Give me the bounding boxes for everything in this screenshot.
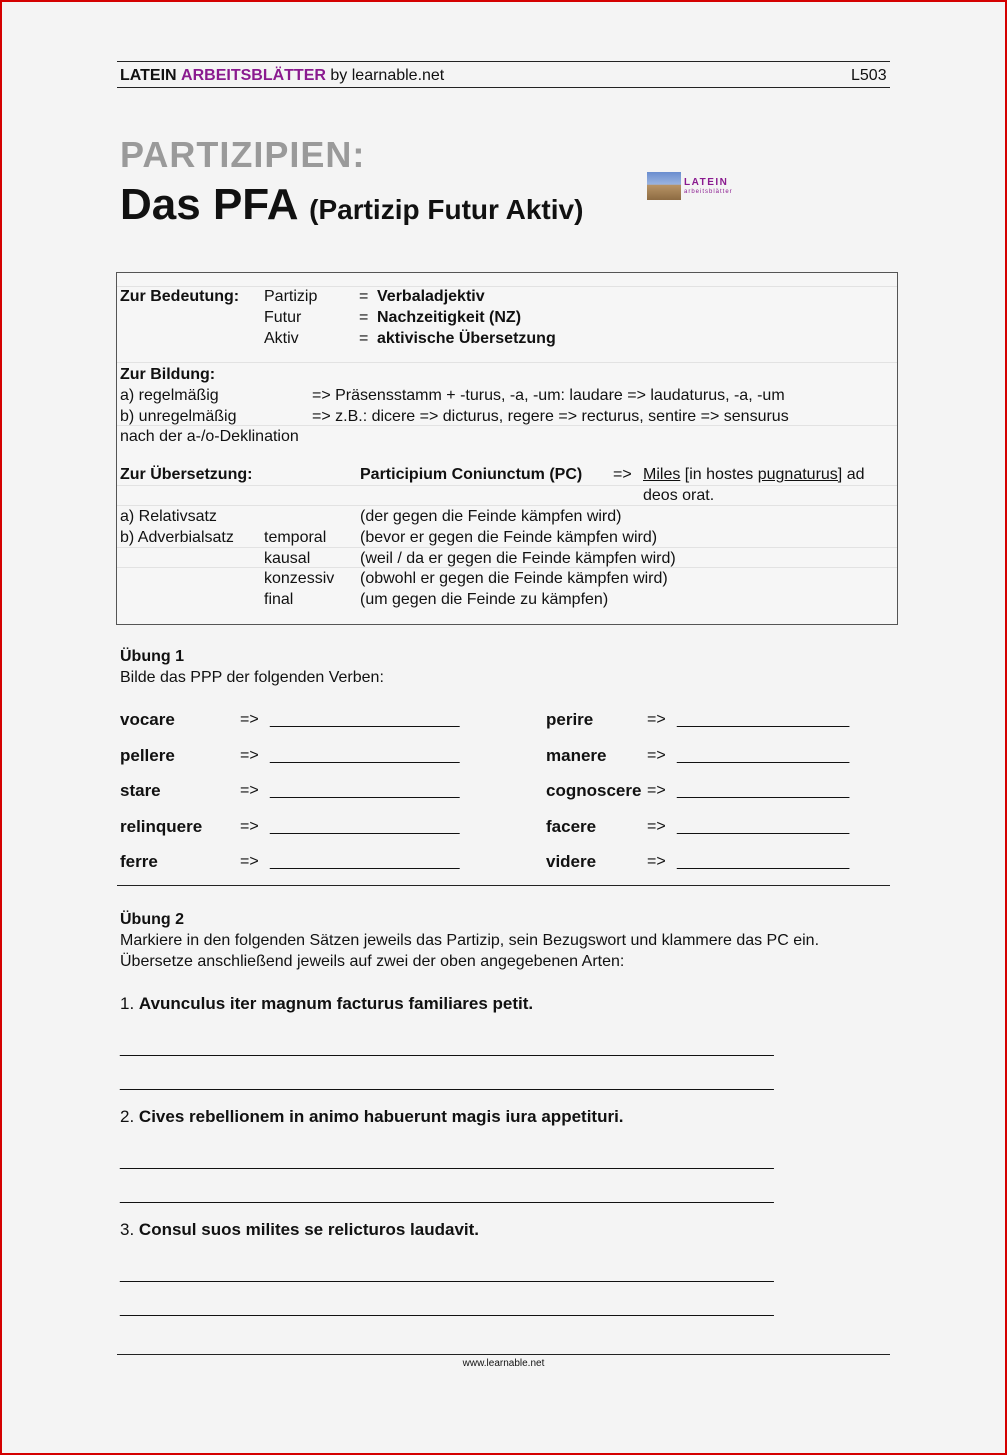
bedeutung-value: aktivische Übersetzung xyxy=(377,330,556,347)
answer-line[interactable]: ____________________________________________________________________________ xyxy=(120,1300,774,1317)
bedeutung-term: Futur xyxy=(264,309,302,326)
uebersetzung-text: (bevor er gegen die Feinde kämpfen wird) xyxy=(360,529,658,546)
verb-right: facere xyxy=(546,817,597,836)
logo-subtext: arbeitsblätter xyxy=(684,189,733,195)
colosseum-image xyxy=(647,172,681,200)
uebersetzung-label: a) Relativsatz xyxy=(120,508,217,525)
title-subtitle: (Partizip Futur Aktiv) xyxy=(309,194,584,225)
bildung-heading: Zur Bildung: xyxy=(120,366,216,383)
bedeutung-heading: Zur Bedeutung: xyxy=(120,288,240,305)
title-main-text: Das PFA xyxy=(120,180,297,229)
uebung1-heading: Übung 1 xyxy=(120,648,184,665)
sentence-number: 3. xyxy=(120,1220,135,1239)
title-upper: PARTIZIPIEN: xyxy=(120,134,366,175)
verb-left: ferre xyxy=(120,852,158,871)
footer-rule xyxy=(117,1354,890,1355)
sentence xyxy=(120,1220,479,1240)
arrow: => xyxy=(647,747,666,764)
verb-right: cognoscere xyxy=(546,781,642,800)
uebung1-instruction: Bilde das PPP der folgenden Verben: xyxy=(120,669,384,686)
bildung-label: a) regelmäßig xyxy=(120,387,219,404)
uebersetzung-sub: kausal xyxy=(264,550,311,567)
pc-example-line2: deos orat. xyxy=(643,487,715,504)
verb-right: videre xyxy=(546,852,597,871)
verb-left: pellere xyxy=(120,746,175,765)
arrow: => xyxy=(647,711,666,728)
uebung2-heading: Übung 2 xyxy=(120,911,184,928)
answer-blank[interactable]: ____________________ xyxy=(677,818,849,835)
arrow: => xyxy=(240,818,259,835)
brand-latein: LATEIN xyxy=(120,67,177,84)
bildung-text: => Präsensstamm + -turus, -a, -um: laudare => laudaturus, -a, -um xyxy=(312,387,785,404)
example-rest: ad xyxy=(846,466,865,483)
bildung-label: b) unregelmäßig xyxy=(120,408,237,425)
uebersetzung-label: b) Adverbialsatz xyxy=(120,529,234,546)
answer-blank[interactable]: ______________________ xyxy=(270,818,460,835)
uebung2-instruction: Markiere in den folgenden Sätzen jeweils das Partizip, sein Bezugswort und klammere das PC ein. xyxy=(120,932,820,949)
header-bottom-rule xyxy=(117,87,890,88)
answer-blank[interactable]: ____________________ xyxy=(677,853,849,870)
arrow: => xyxy=(647,818,666,835)
pc-arrow: => xyxy=(613,466,632,483)
verb-right: perire xyxy=(546,710,594,729)
verb-left: vocare xyxy=(120,710,175,729)
example-bracket-open: [in hostes xyxy=(684,466,754,483)
arrow: => xyxy=(240,782,259,799)
bedeutung-term: Partizip xyxy=(264,288,318,305)
arrow: => xyxy=(240,711,259,728)
sentence-text: Cives rebellionem in animo habuerunt magis iura appetituri. xyxy=(138,1107,624,1126)
answer-line[interactable]: ____________________________________________________________________________ xyxy=(120,1040,774,1057)
header-top-rule xyxy=(117,61,890,62)
footer-url[interactable]: www.learnable.net xyxy=(462,1358,545,1369)
brand-arbeitsblaetter: ARBEITSBLÄTTER xyxy=(181,67,326,84)
header-brand xyxy=(120,67,444,85)
bedeutung-eq: = xyxy=(359,288,369,305)
verb-left: stare xyxy=(120,781,161,800)
bedeutung-eq: = xyxy=(359,309,369,326)
sentence-text: Consul suos milites se relicturos laudavit. xyxy=(138,1220,480,1239)
uebersetzung-text: (obwohl er gegen die Feinde kämpfen wird) xyxy=(360,570,668,587)
uebersetzung-text: (der gegen die Feinde kämpfen wird) xyxy=(360,508,622,525)
arrow: => xyxy=(647,853,666,870)
logo-text: LATEIN xyxy=(684,177,729,188)
uebersetzung-text: (um gegen die Feinde zu kämpfen) xyxy=(360,591,609,608)
arrow: => xyxy=(240,853,259,870)
answer-line[interactable]: ____________________________________________________________________________ xyxy=(120,1266,774,1283)
example-participle: pugnaturus] xyxy=(757,466,843,483)
answer-blank[interactable]: ______________________ xyxy=(270,853,460,870)
arrow: => xyxy=(240,747,259,764)
sentence-number: 2. xyxy=(120,1107,135,1126)
section-divider xyxy=(117,885,890,886)
verb-left: relinquere xyxy=(120,817,203,836)
latein-logo xyxy=(647,172,747,200)
uebersetzung-sub: konzessiv xyxy=(264,570,335,587)
uebersetzung-sub: temporal xyxy=(264,529,327,546)
bildung-text: => z.B.: dicere => dicturus, regere => recturus, sentire => sensurus xyxy=(312,408,789,425)
answer-blank[interactable]: ______________________ xyxy=(270,711,460,728)
answer-blank[interactable]: ____________________ xyxy=(677,782,849,799)
bedeutung-value: Nachzeitigkeit (NZ) xyxy=(377,309,522,326)
answer-blank[interactable]: ______________________ xyxy=(270,747,460,764)
uebersetzung-sub: final xyxy=(264,591,294,608)
answer-line[interactable]: ____________________________________________________________________________ xyxy=(120,1187,774,1204)
example-noun: Miles xyxy=(643,466,681,483)
bildung-note: nach der a-/o-Deklination xyxy=(120,428,299,445)
brand-by: by learnable.net xyxy=(330,67,445,84)
bedeutung-eq: = xyxy=(359,330,369,347)
sentence xyxy=(120,994,533,1014)
answer-blank[interactable]: ____________________ xyxy=(677,711,849,728)
page-title xyxy=(120,180,583,230)
answer-blank[interactable]: ______________________ xyxy=(270,782,460,799)
pc-example xyxy=(643,466,865,484)
uebersetzung-text: (weil / da er gegen die Feinde kämpfen wird) xyxy=(360,550,676,567)
bedeutung-value: Verbaladjektiv xyxy=(377,288,485,305)
uebung2-instruction: Übersetze anschließend jeweils auf zwei der oben angegebenen Arten: xyxy=(120,953,625,970)
sentence xyxy=(120,1107,624,1127)
sheet-code: L503 xyxy=(851,67,887,84)
verb-right: manere xyxy=(546,746,607,765)
answer-blank[interactable]: ____________________ xyxy=(677,747,849,764)
bedeutung-term: Aktiv xyxy=(264,330,299,347)
answer-line[interactable]: ____________________________________________________________________________ xyxy=(120,1074,774,1091)
answer-line[interactable]: ____________________________________________________________________________ xyxy=(120,1153,774,1170)
pc-label: Participium Coniunctum (PC) xyxy=(360,466,583,483)
sentence-number: 1. xyxy=(120,994,135,1013)
uebersetzung-heading: Zur Übersetzung: xyxy=(120,466,253,483)
arrow: => xyxy=(647,782,666,799)
sentence-text: Avunculus iter magnum facturus familiares petit. xyxy=(138,994,534,1013)
